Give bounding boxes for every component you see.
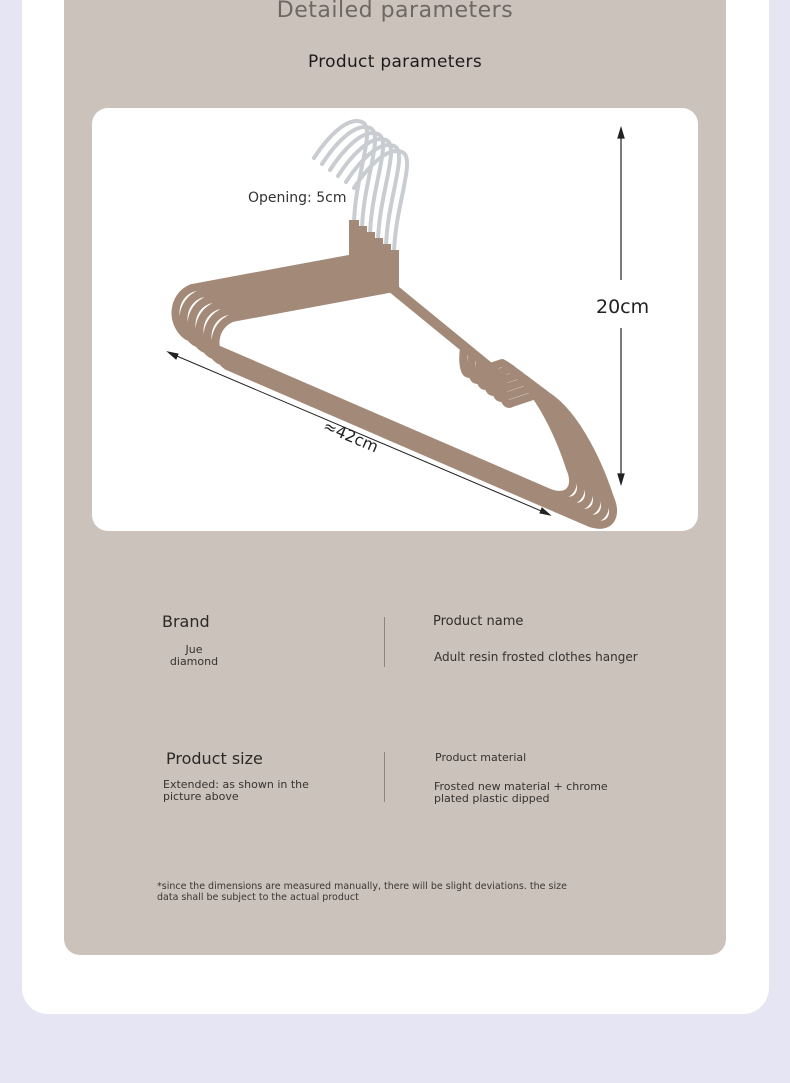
footnote: *since the dimensions are measured manually, there will be slight deviations. the size data shall be subject to the actual product <box>157 881 567 903</box>
product-material-label: Product material <box>435 751 527 764</box>
product-parameters-title: Product parameters <box>308 52 482 72</box>
product-size-label: Product size <box>166 749 263 768</box>
parameters-panel <box>64 0 726 955</box>
hanger-stack <box>176 121 614 525</box>
product-material-value: Frosted new material + chrome plated plastic dipped <box>434 780 608 805</box>
section-title: Detailed parameters <box>276 0 514 23</box>
opening-label: Opening: 5cm <box>248 190 347 206</box>
product-name-label: Product name <box>433 614 524 629</box>
hanger <box>216 151 614 525</box>
height-label: 20cm <box>596 296 650 318</box>
divider <box>384 617 385 667</box>
hanger-illustration <box>92 108 698 531</box>
brand-value: Jue diamond <box>169 643 219 668</box>
product-name-value: Adult resin frosted clothes hanger <box>434 650 638 664</box>
product-size-value: Extended: as shown in the picture above <box>163 778 309 803</box>
hanger-neck <box>349 220 359 260</box>
product-image <box>92 108 698 531</box>
divider <box>384 752 385 802</box>
brand-label: Brand <box>162 612 210 631</box>
width-label: ≈42cm <box>320 416 382 457</box>
